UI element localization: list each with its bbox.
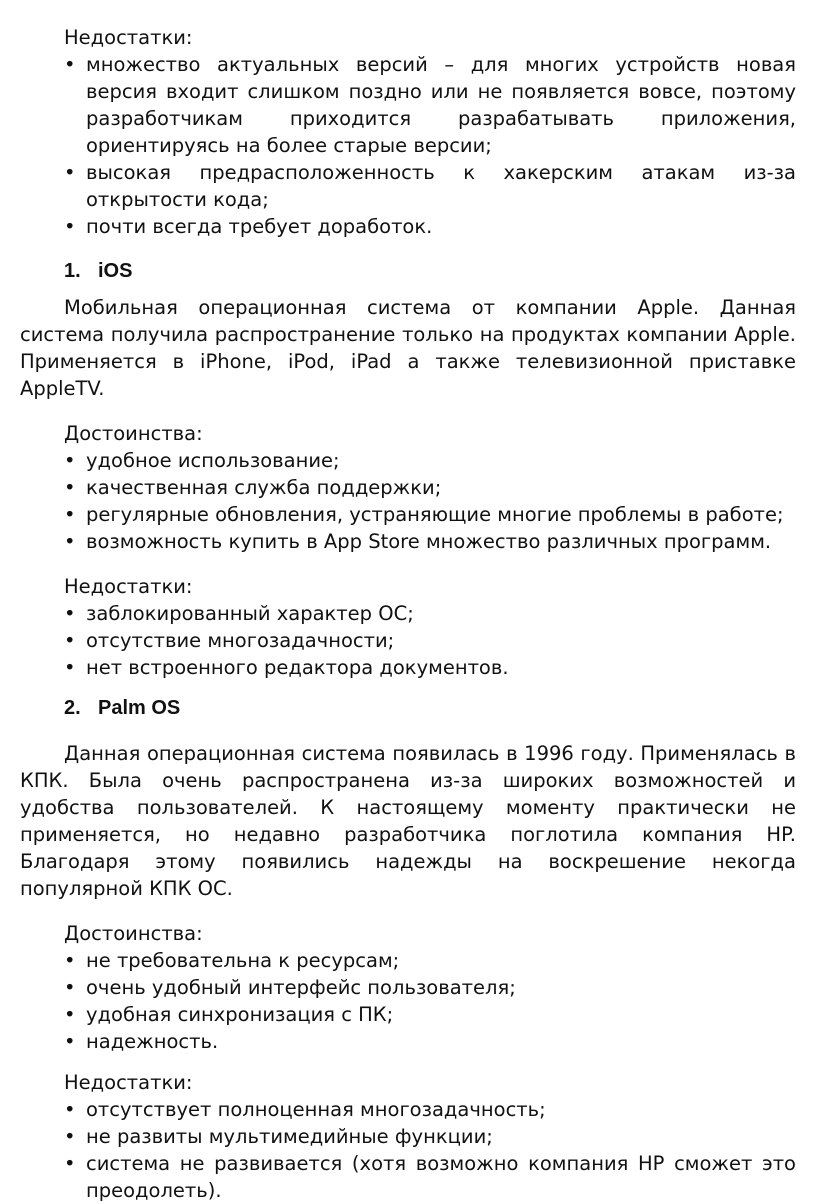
ios-heading-title: iOS — [98, 260, 133, 282]
list-item: • отсутствие многозадачности; — [20, 627, 796, 654]
android-cons-list — [20, 51, 796, 240]
ios-pros-list — [20, 447, 796, 555]
list-item: • качественная служба поддержки; — [20, 474, 796, 501]
list-item: • нет встроенного редактора документов. — [20, 654, 796, 681]
list-item: • система не развивается (хотя возможно компания HP сможет это преодолеть). — [20, 1150, 796, 1204]
list-item: • не требовательна к ресурсам; — [20, 947, 796, 974]
ios-description: Мобильная операционная система от компании Apple. Данная система получила распространение только на продуктах компании Apple. Применяется в iPhone, iPod, iPad а также телевизионной приставке AppleTV. — [20, 296, 796, 400]
palm-cons-list — [20, 1096, 796, 1204]
list-item: • заблокированный характер ОС; — [20, 600, 796, 627]
list-item: • отсутствует полноценная многозадачность; — [20, 1096, 796, 1123]
ios-heading — [64, 258, 796, 285]
ios-heading-number: 1. — [64, 260, 81, 282]
list-item: • очень удобный интерфейс пользователя; — [20, 974, 796, 1001]
list-item: • удобная синхронизация с ПК; — [20, 1001, 796, 1028]
list-item: • удобное использование; — [20, 447, 796, 474]
android-cons-label: Недостатки: — [64, 26, 193, 49]
palm-pros-label: Достоинства: — [64, 922, 203, 945]
ios-pros-label: Достоинства: — [64, 422, 203, 445]
palm-heading-number: 2. — [64, 697, 81, 719]
palm-heading-title: Palm OS — [98, 697, 181, 719]
list-item: • множество актуальных версий – для многих устройств новая версия входит слишком поздно или не появляется вовсе, поэтому разработчикам приходится разрабатывать приложения, ориентируясь на более старые версии; — [20, 51, 796, 159]
list-item: • высокая предрасположенность к хакерским атакам из-за открытости кода; — [20, 159, 796, 213]
list-item: • не развиты мультимедийные функции; — [20, 1123, 796, 1150]
palm-cons-label: Недостатки: — [64, 1071, 193, 1094]
palm-pros-list — [20, 947, 796, 1055]
palm-description: Данная операционная система появилась в 1996 году. Применялась в КПК. Была очень распространена из-за широких возможностей и удобства пользователей. К настоящему моменту практически не применяется, но недавно разработчика поглотила компания HP. Благодаря этому появились надежды на воскрешение некогда популярной КПК ОС. — [20, 742, 796, 900]
ios-cons-list — [20, 600, 796, 681]
list-item: • надежность. — [20, 1028, 796, 1055]
ios-cons-label: Недостатки: — [64, 575, 193, 598]
palm-heading — [64, 695, 796, 722]
list-item: • почти всегда требует доработок. — [20, 213, 796, 240]
list-item: • возможность купить в App Store множество различных программ. — [20, 528, 796, 555]
list-item: • регулярные обновления, устраняющие многие проблемы в работе; — [20, 501, 796, 528]
